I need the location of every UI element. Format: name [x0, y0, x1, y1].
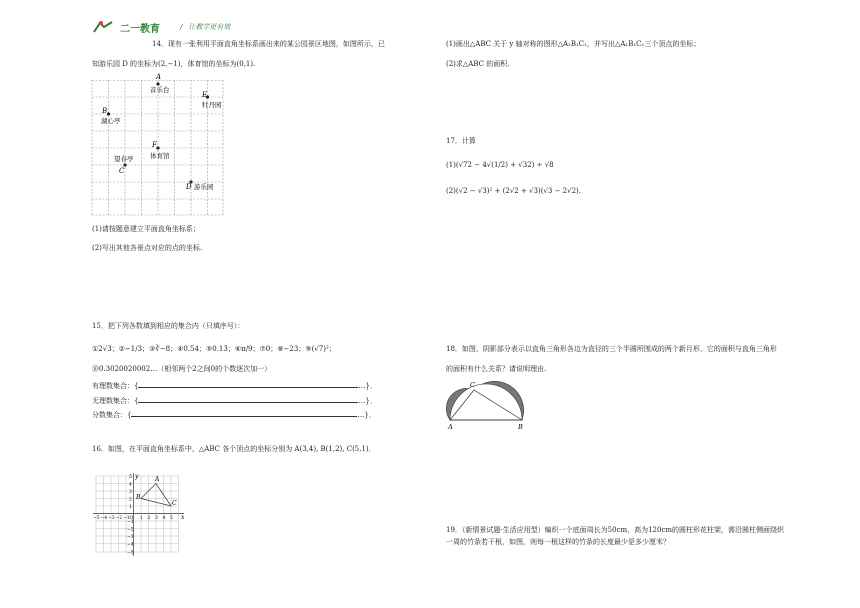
irrational-blank[interactable]	[138, 396, 358, 403]
y-tick: −2	[127, 527, 134, 533]
fraction-end: …}．	[357, 411, 376, 419]
q19-line1: 19．（新情景试题·生活应用型）编织一个底面周长为50cm，高为120cm的圆柱形花柱架，需沿圆柱侧面绕织	[446, 526, 785, 534]
fraction-label: 分数集合：{	[92, 411, 132, 419]
y-tick: −3	[127, 535, 134, 540]
logo-icon	[92, 20, 114, 34]
map-name-A: 音乐台	[150, 86, 170, 94]
x-tick: 2	[147, 516, 151, 521]
y-tick: 2	[129, 497, 132, 503]
map-label-B: B	[102, 107, 108, 115]
x-tick: 1	[140, 516, 143, 521]
y-tick: 5	[129, 475, 132, 480]
map-label-A: A	[156, 73, 162, 81]
q16-line1: 16．如图，在平面直角坐标系中，△ABC 各个顶点的坐标分别为 A(3,4), B(1,2), C(5,1)．	[92, 445, 376, 453]
rational-label: 有理数集合：{	[92, 382, 139, 390]
q16-x-axis-label: x	[181, 514, 185, 521]
map-label-C: C	[119, 167, 125, 175]
q18-lune-figure	[444, 374, 536, 432]
rational-end: …}．	[358, 382, 377, 390]
q18-label-C: C	[470, 381, 475, 389]
map-point-B	[107, 112, 110, 115]
q15-line1: 15．把下列各数填到相应的集合内（只填序号）：	[92, 322, 245, 330]
rational-blank[interactable]	[138, 381, 358, 388]
q14-text-line1: 14．现有一张利用平面直角坐标系画出来的某公园景区地图，如图所示，已	[152, 40, 385, 48]
map-label-E: E	[202, 91, 208, 99]
q16-label-B: B	[136, 494, 141, 501]
y-tick: −1	[127, 520, 134, 525]
q15-fraction-set	[92, 410, 376, 420]
map-point-F	[156, 146, 159, 149]
q18-label-B: B	[518, 423, 523, 431]
q14-sub2: (2)写出其他各景点对应的点的坐标.	[92, 244, 203, 252]
q17-sub1: (1)(√72 − 4√(1/2) + √32) ÷ √8	[446, 161, 554, 169]
q16-label-A: A	[155, 476, 160, 483]
x-tick: −5	[93, 516, 100, 521]
q18-label-A: A	[448, 423, 453, 431]
q14-text-line2: 知游乐园 D 的坐标为(2,−1)，体育馆的坐标为(0,1).	[92, 60, 256, 68]
map-name-E: 牡丹园	[202, 101, 222, 109]
y-tick: 1	[129, 505, 132, 510]
map-name-B: 湖心亭	[101, 117, 121, 125]
brand-slogan: 让教学更有效	[188, 23, 231, 31]
q16-coordinate-grid	[92, 472, 188, 556]
map-label-F: F	[152, 141, 157, 149]
q18-line2: 的面积有什么关系？请说明理由.	[446, 365, 547, 373]
map-name-F: 体育馆	[150, 152, 170, 160]
q16-y-axis-label: y	[135, 473, 139, 480]
map-name-C: 望春亭	[114, 155, 134, 163]
irrational-end: …}．	[358, 397, 377, 405]
map-label-D: D	[186, 183, 192, 191]
irrational-label: 无理数集合：{	[92, 397, 139, 405]
q17-sub2: (2)(√2 − √3)² + (2√2 + √3)(√3 − 2√2).	[446, 187, 581, 195]
x-tick: 3	[155, 516, 158, 521]
fraction-blank[interactable]	[131, 410, 357, 417]
x-tick: −3	[108, 516, 115, 521]
q15-line2: ①2√3；②−1/3；③∛−8；④0.54；⑤0.13̇；⑥π/9；⑦0；⑧−23；⑨(√7)²；	[92, 345, 336, 353]
brand-name: 二一教育	[120, 23, 160, 35]
y-tick: −5	[127, 550, 134, 556]
x-tick: −4	[100, 516, 108, 521]
q14-park-map	[92, 73, 224, 216]
q16-y-ticks	[127, 474, 134, 556]
x-tick: −2	[115, 516, 123, 521]
x-tick: 4	[162, 516, 166, 521]
y-tick: −4	[127, 542, 134, 548]
q18-line1: 18．如图，阴影部分表示以直角三角形各边为直径的三个半圆所围成的两个新月形，它的面积与直角三角形	[446, 345, 777, 353]
q15-irrational-set	[92, 396, 377, 406]
q19-line2: 一周的竹条若干根，如图，则每一根这样的竹条的长度最少是多少厘米？	[446, 538, 670, 546]
slogan-slash: /	[180, 23, 183, 31]
x-tick: −1	[123, 516, 130, 521]
q14-sub1: (1)请按题意建立平面直角坐标系；	[92, 225, 200, 233]
map-name-D: 游乐园	[194, 183, 214, 191]
x-tick: O	[129, 516, 134, 521]
q17-title: 17．计算	[446, 137, 476, 145]
q16-grid-lines	[96, 476, 179, 552]
x-tick: 5	[170, 516, 173, 521]
y-tick: 4	[129, 482, 132, 488]
header-logo	[92, 18, 230, 36]
q16-label-C: C	[172, 500, 177, 507]
q15-line3: ⑩0.3020020002…（相邻两个2之间0的个数逐次加一）	[92, 365, 272, 373]
y-tick: 3	[129, 490, 132, 495]
q15-rational-set	[92, 381, 377, 391]
q16-sub1: (1)画出△ABC 关于 y 轴对称的图形△A₁B₁C₁，并写出△A₁B₁C₁三个顶点的坐标；	[446, 40, 701, 48]
q16-sub2: (2)求△ABC 的面积.	[446, 60, 510, 68]
